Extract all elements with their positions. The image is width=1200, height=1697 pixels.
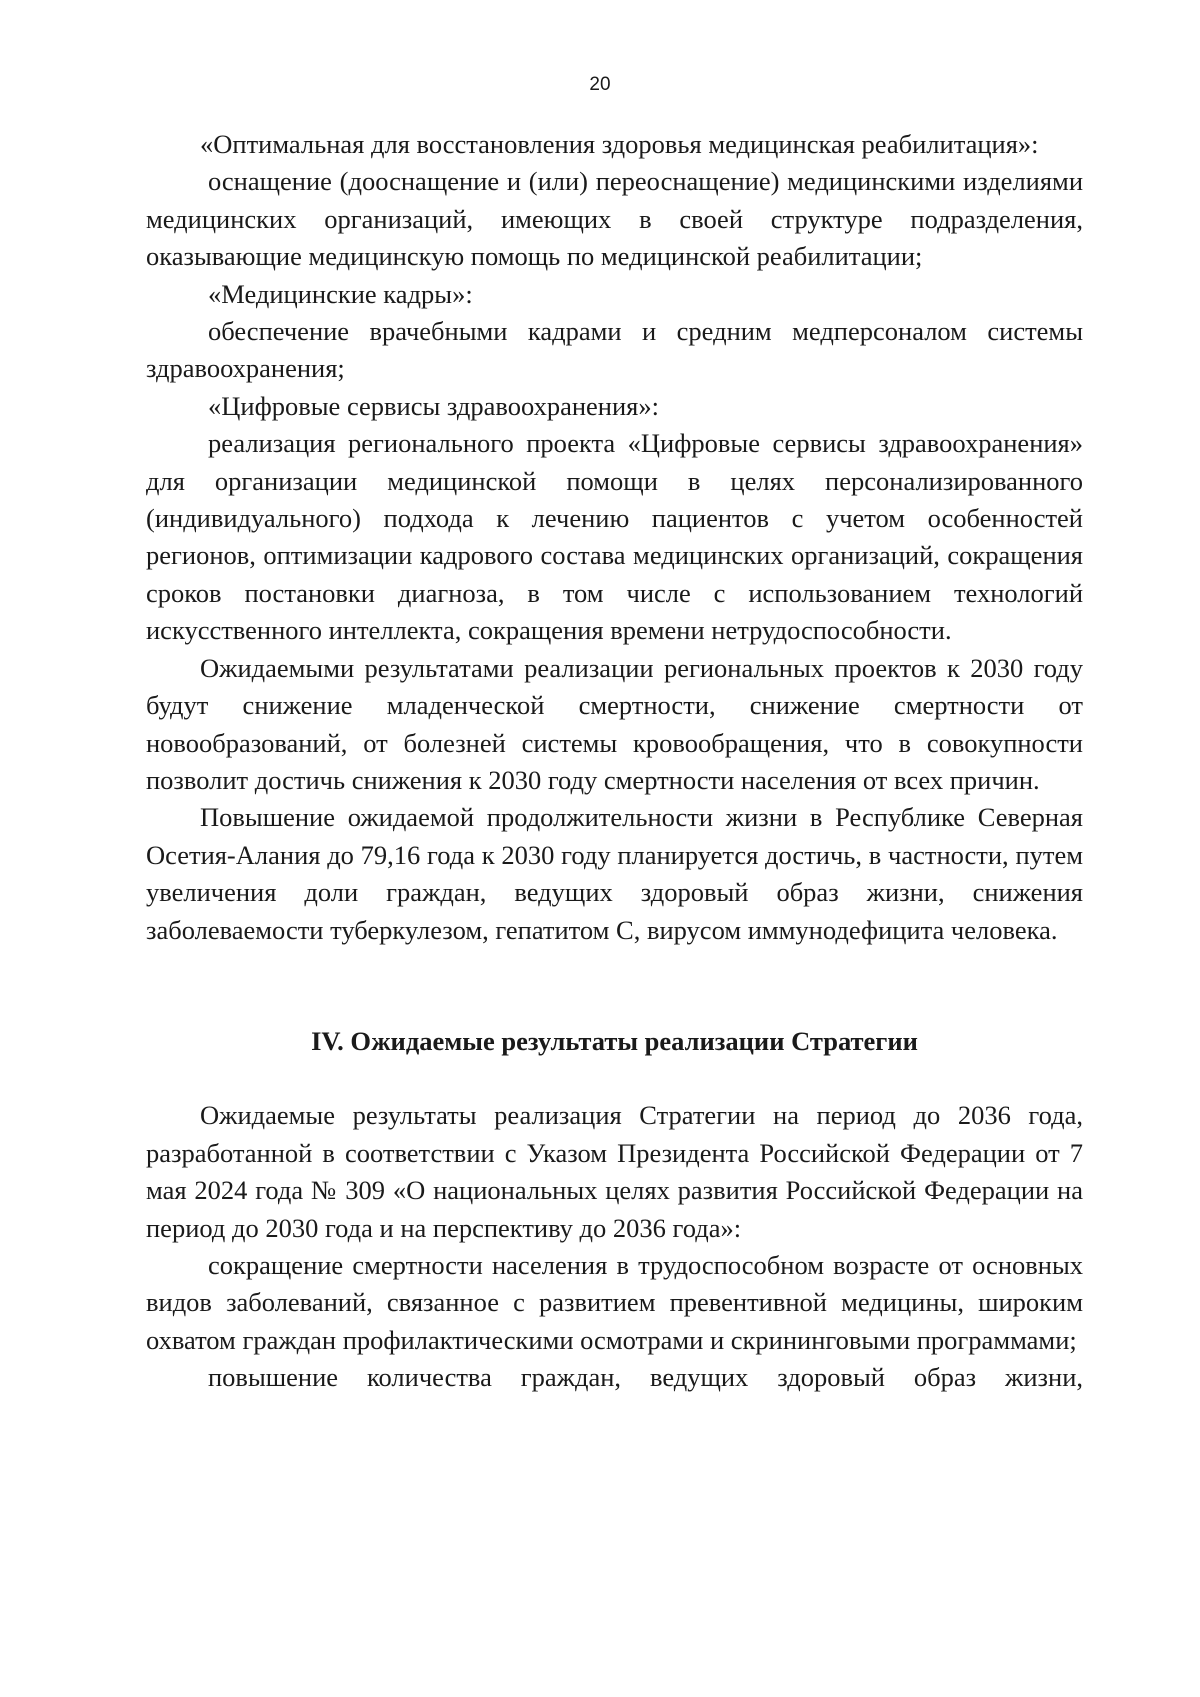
paragraph: «Цифровые сервисы здравоохранения»: bbox=[208, 390, 659, 421]
spacer bbox=[146, 949, 1083, 1023]
paragraph: «Оптимальная для восстановления здоровья медицинская реабилитация»: bbox=[200, 129, 1039, 159]
section-heading: IV. Ожидаемые результаты реализации Стратегии bbox=[311, 1025, 918, 1056]
page-number: 20 bbox=[589, 74, 611, 95]
paragraph: Повышение ожидаемой продолжительности жизни в Республике Северная Осетия-Алания до 79,16 года к 2030 году планируется достичь, в частности, путем увеличения доли граждан, ведущих здоровый образ жизни, снижения заболеваемости туберкулезом, гепатитом С, вирусом иммунодефицита человека. bbox=[146, 802, 1083, 945]
spacer bbox=[146, 1060, 1083, 1097]
paragraph: сокращение смертности населения в трудоспособном возрасте от основных видов заболеваний, связанное с развитием превентивной медицины, широким охватом граждан профилактическими осмотрами и скрининговыми программами; bbox=[146, 1249, 1083, 1355]
paragraph: реализация регионального проекта «Цифровые сервисы здравоохранения» для организации медицинской помощи в целях персонализированного (индивидуального) подхода к лечению пациентов с учетом особенностей регионов, оптимизации кадрового состава медицинских организаций, сокращения сроков постановки диагноза, в том числе с использованием технологий искусственного интеллекта, сокращения времени нетрудоспособности. bbox=[146, 428, 1083, 646]
paragraph: Ожидаемые результаты реализация Стратегии на период до 2036 года, разработанной в соответствии с Указом Президента Российской Федерации от 7 мая 2024 года № 309 «О национальных целях развития Российской Федерации на период до 2030 года и на перспективу до 2036 года»: bbox=[146, 1100, 1083, 1243]
document-body bbox=[146, 126, 1083, 1397]
paragraph: повышение количества граждан, ведущих здоровый образ жизни, bbox=[208, 1362, 1083, 1393]
paragraph: оснащение (дооснащение и (или) переоснащение) медицинскими изделиями медицинских организаций, имеющих в своей структуре подразделения, оказывающие медицинскую помощь по медицинской реабилитации; bbox=[146, 166, 1083, 272]
paragraph: обеспечение врачебными кадрами и средним медперсоналом системы здравоохранения; bbox=[146, 316, 1083, 384]
paragraph: «Медицинские кадры»: bbox=[208, 278, 473, 309]
paragraph: Ожидаемыми результатами реализации региональных проектов к 2030 году будут снижение младенческой смертности, снижение смертности от новообразований, от болезней системы кровообращения, что в совокупности позволит достичь снижения к 2030 году смертности населения от всех причин. bbox=[146, 652, 1083, 795]
